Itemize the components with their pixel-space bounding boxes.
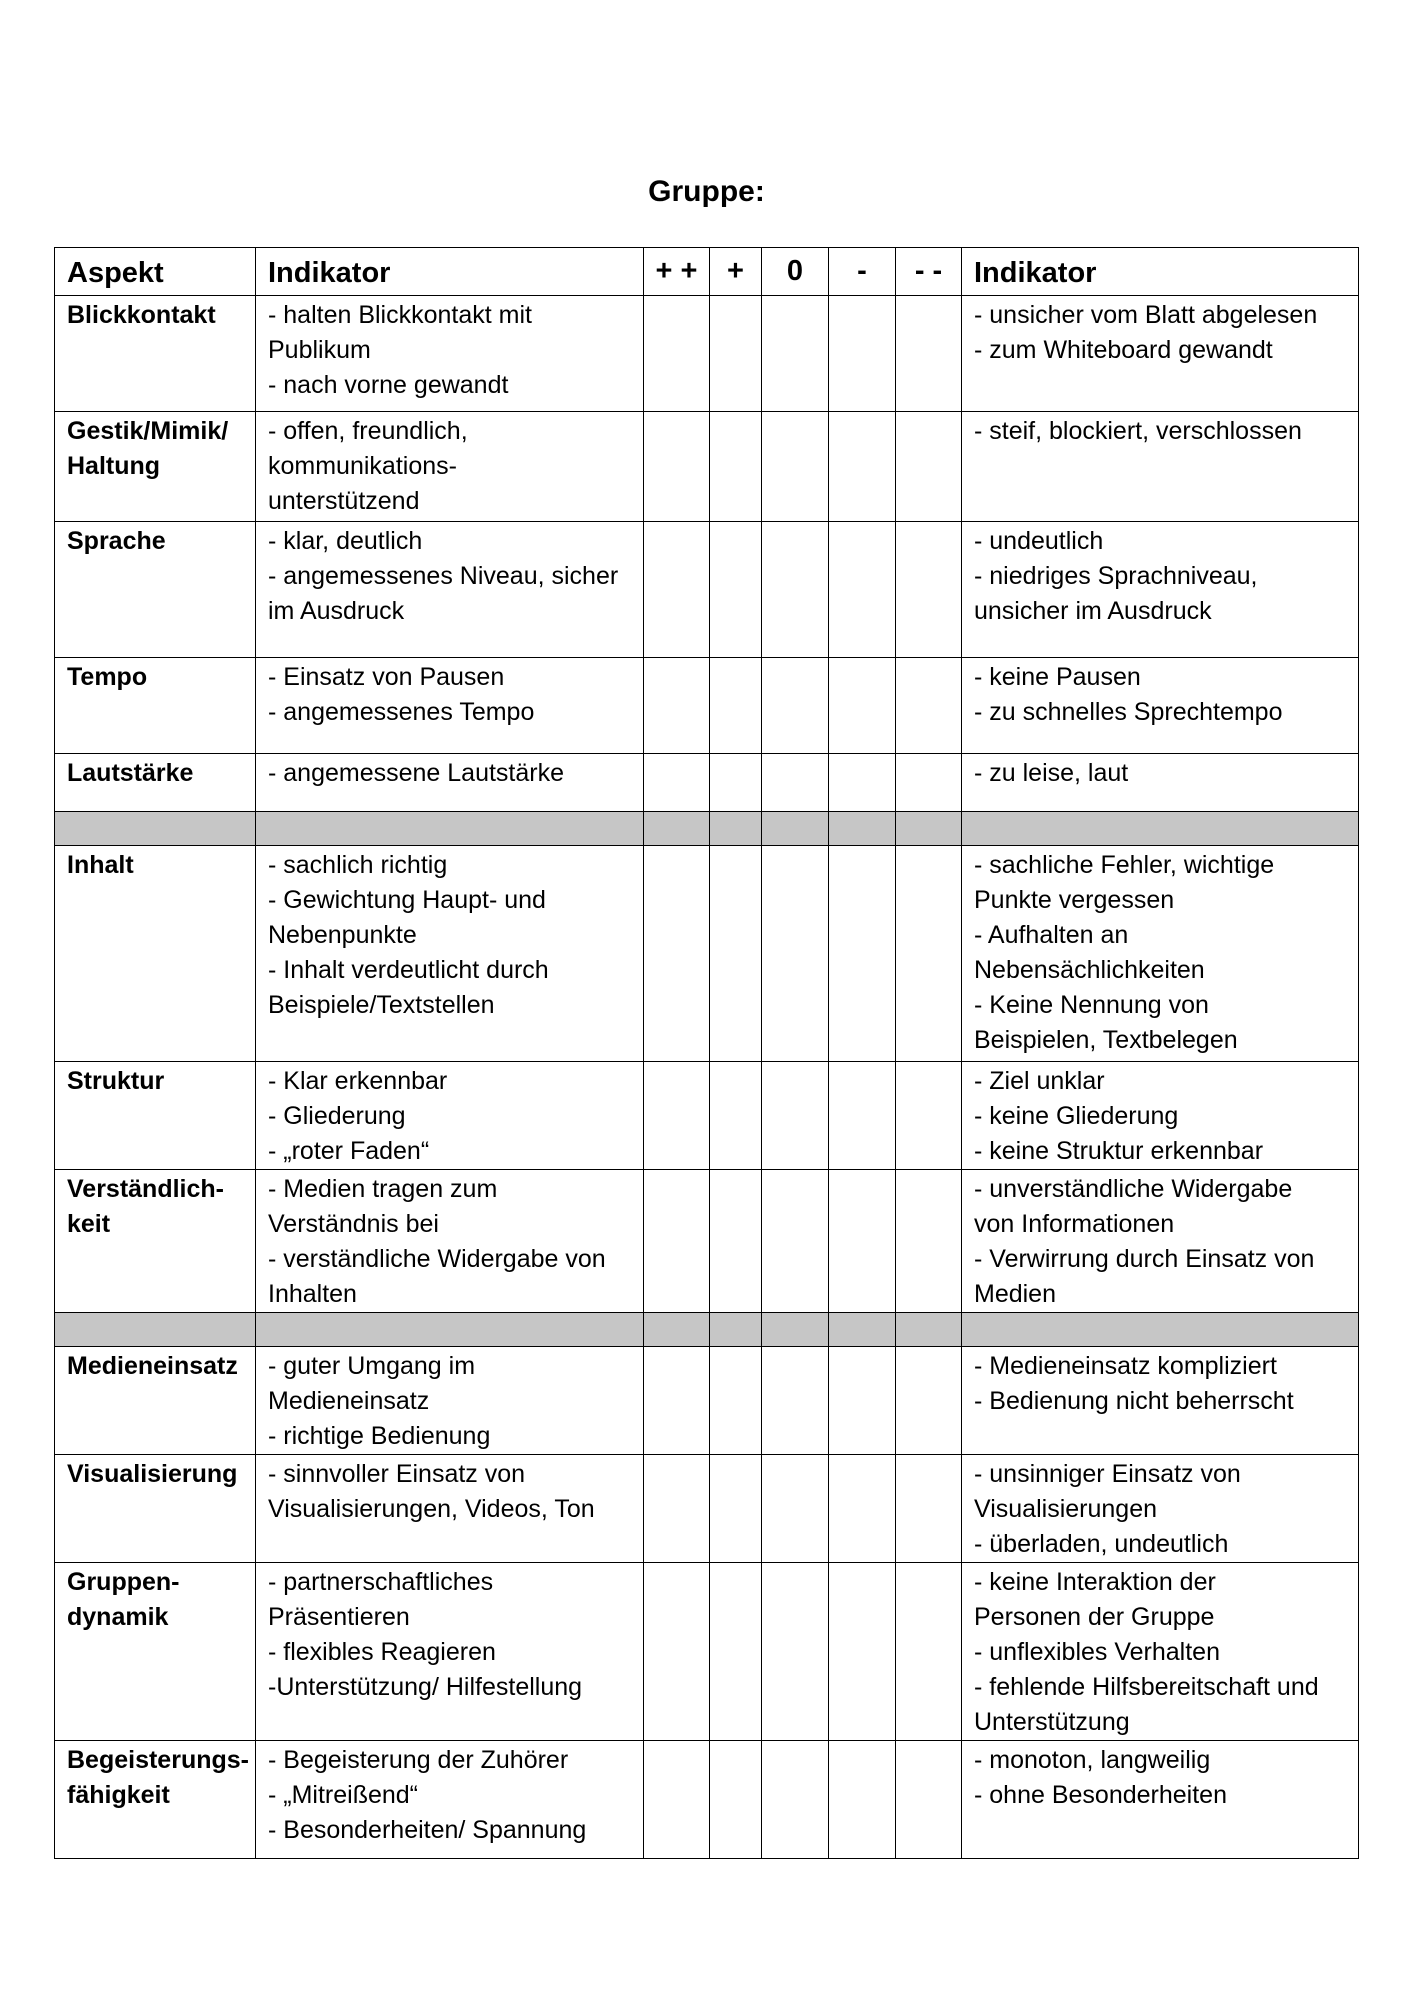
page-title: Gruppe:: [648, 175, 765, 208]
separator-cell: [55, 812, 256, 846]
header-rating-plus: +: [710, 248, 762, 296]
rating-cell-neutral[interactable]: [762, 1170, 829, 1313]
rating-cell-neutral[interactable]: [762, 1062, 829, 1170]
rating-cell-neutral[interactable]: [762, 754, 829, 812]
aspect-cell: Medieneinsatz: [55, 1347, 256, 1455]
rating-cell-minus[interactable]: [829, 754, 896, 812]
separator-cell: [55, 1313, 256, 1347]
rating-cell-neutral[interactable]: [762, 1741, 829, 1859]
rating-cell-plus[interactable]: [710, 1563, 762, 1741]
header-rating-minus: -: [829, 248, 896, 296]
separator-cell: [896, 812, 962, 846]
rating-cell-plus[interactable]: [710, 522, 762, 658]
rating-cell-double-minus[interactable]: [896, 1741, 962, 1859]
rating-cell-plus[interactable]: [710, 296, 762, 412]
indicator-negative-cell: - Ziel unklar - keine Gliederung - keine Struktur erkennbar: [962, 1062, 1359, 1170]
rating-cell-minus[interactable]: [829, 1170, 896, 1313]
separator-cell: [962, 812, 1359, 846]
indicator-negative-cell: - keine Interaktion der Personen der Gruppe - unflexibles Verhalten - fehlende Hilfsbereitschaft und Unterstützung: [962, 1563, 1359, 1741]
separator-cell: [829, 812, 896, 846]
table-row: [55, 1563, 1359, 1741]
header-row: [55, 248, 1359, 296]
rating-cell-double-minus[interactable]: [896, 412, 962, 522]
aspect-cell: Gruppen- dynamik: [55, 1563, 256, 1741]
rating-cell-double-minus[interactable]: [896, 1062, 962, 1170]
rating-cell-double-plus[interactable]: [644, 412, 710, 522]
rating-cell-minus[interactable]: [829, 658, 896, 754]
indicator-positive-cell: - klar, deutlich - angemessenes Niveau, sicher im Ausdruck: [256, 522, 644, 658]
rating-cell-double-minus[interactable]: [896, 1455, 962, 1563]
separator-row: [55, 812, 1359, 846]
indicator-negative-cell: - sachliche Fehler, wichtige Punkte vergessen - Aufhalten an Nebensächlichkeiten - Keine Nennung von Beispielen, Textbelegen: [962, 846, 1359, 1062]
table-row: [55, 296, 1359, 412]
rating-cell-double-plus[interactable]: [644, 846, 710, 1062]
aspect-cell: Verständlich- keit: [55, 1170, 256, 1313]
indicator-positive-cell: - Medien tragen zum Verständnis bei - verständliche Widergabe von Inhalten: [256, 1170, 644, 1313]
header-indicator-positive: Indikator: [256, 248, 644, 296]
rating-cell-double-plus[interactable]: [644, 1455, 710, 1563]
rating-cell-double-plus[interactable]: [644, 296, 710, 412]
table-row: [55, 1455, 1359, 1563]
table-row: [55, 658, 1359, 754]
rating-cell-double-plus[interactable]: [644, 1563, 710, 1741]
indicator-positive-cell: - sinnvoller Einsatz von Visualisierungen, Videos, Ton: [256, 1455, 644, 1563]
separator-cell: [644, 1313, 710, 1347]
rating-cell-minus[interactable]: [829, 1741, 896, 1859]
rating-cell-neutral[interactable]: [762, 296, 829, 412]
separator-cell: [710, 1313, 762, 1347]
indicator-positive-cell: - sachlich richtig - Gewichtung Haupt- und Nebenpunkte - Inhalt verdeutlicht durch Beispiele/Textstellen: [256, 846, 644, 1062]
rating-cell-plus[interactable]: [710, 846, 762, 1062]
table-row: [55, 1170, 1359, 1313]
separator-cell: [962, 1313, 1359, 1347]
rating-cell-neutral[interactable]: [762, 846, 829, 1062]
rating-cell-double-plus[interactable]: [644, 1062, 710, 1170]
rating-cell-neutral[interactable]: [762, 522, 829, 658]
indicator-positive-cell: - Begeisterung der Zuhörer - „Mitreißend“ - Besonderheiten/ Spannung: [256, 1741, 644, 1859]
indicator-negative-cell: - unverständliche Widergabe von Informationen - Verwirrung durch Einsatz von Medien: [962, 1170, 1359, 1313]
rating-cell-plus[interactable]: [710, 754, 762, 812]
rating-cell-double-minus[interactable]: [896, 1347, 962, 1455]
rating-cell-minus[interactable]: [829, 296, 896, 412]
rating-cell-minus[interactable]: [829, 1062, 896, 1170]
indicator-negative-cell: - monoton, langweilig - ohne Besonderheiten: [962, 1741, 1359, 1859]
separator-row: [55, 1313, 1359, 1347]
table-row: [55, 1741, 1359, 1859]
separator-cell: [256, 812, 644, 846]
indicator-positive-cell: - halten Blickkontakt mit Publikum - nach vorne gewandt: [256, 296, 644, 412]
rating-cell-minus[interactable]: [829, 412, 896, 522]
separator-cell: [762, 812, 829, 846]
rating-cell-double-minus[interactable]: [896, 1563, 962, 1741]
indicator-negative-cell: - keine Pausen - zu schnelles Sprechtempo: [962, 658, 1359, 754]
rating-cell-plus[interactable]: [710, 412, 762, 522]
rating-cell-neutral[interactable]: [762, 412, 829, 522]
indicator-negative-cell: - Medieneinsatz kompliziert - Bedienung nicht beherrscht: [962, 1347, 1359, 1455]
rating-cell-double-plus[interactable]: [644, 522, 710, 658]
indicator-positive-cell: - offen, freundlich, kommunikations- unterstützend: [256, 412, 644, 522]
rating-cell-double-plus[interactable]: [644, 754, 710, 812]
rating-cell-double-plus[interactable]: [644, 1741, 710, 1859]
aspect-cell: Sprache: [55, 522, 256, 658]
rating-cell-minus[interactable]: [829, 522, 896, 658]
rating-cell-plus[interactable]: [710, 1170, 762, 1313]
rating-cell-double-plus[interactable]: [644, 1170, 710, 1313]
indicator-positive-cell: - Einsatz von Pausen - angemessenes Tempo: [256, 658, 644, 754]
rating-cell-double-minus[interactable]: [896, 846, 962, 1062]
rating-cell-neutral[interactable]: [762, 1347, 829, 1455]
table-row: [55, 1347, 1359, 1455]
separator-cell: [829, 1313, 896, 1347]
rating-cell-double-plus[interactable]: [644, 658, 710, 754]
rating-cell-neutral[interactable]: [762, 1455, 829, 1563]
aspect-cell: Visualisierung: [55, 1455, 256, 1563]
indicator-positive-cell: - partnerschaftliches Präsentieren - flexibles Reagieren -Unterstützung/ Hilfestellung: [256, 1563, 644, 1741]
indicator-negative-cell: - unsicher vom Blatt abgelesen - zum Whiteboard gewandt: [962, 296, 1359, 412]
rating-cell-neutral[interactable]: [762, 1563, 829, 1741]
table-row: [55, 522, 1359, 658]
indicator-positive-cell: - guter Umgang im Medieneinsatz - richtige Bedienung: [256, 1347, 644, 1455]
header-rating-neutral: 0: [762, 248, 829, 296]
aspect-cell: Inhalt: [55, 846, 256, 1062]
indicator-negative-cell: - zu leise, laut: [962, 754, 1359, 812]
separator-cell: [644, 812, 710, 846]
rating-cell-plus[interactable]: [710, 1347, 762, 1455]
separator-cell: [256, 1313, 644, 1347]
aspect-cell: Lautstärke: [55, 754, 256, 812]
header-aspect: Aspekt: [55, 248, 256, 296]
table-row: [55, 1062, 1359, 1170]
separator-cell: [762, 1313, 829, 1347]
indicator-negative-cell: - undeutlich - niedriges Sprachniveau, unsicher im Ausdruck: [962, 522, 1359, 658]
rating-cell-double-minus[interactable]: [896, 296, 962, 412]
table-row: [55, 754, 1359, 812]
header-indicator-negative: Indikator: [962, 248, 1359, 296]
aspect-cell: Tempo: [55, 658, 256, 754]
rating-cell-minus[interactable]: [829, 1455, 896, 1563]
rating-cell-plus[interactable]: [710, 1455, 762, 1563]
rating-cell-plus[interactable]: [710, 658, 762, 754]
rating-cell-double-minus[interactable]: [896, 1170, 962, 1313]
rating-cell-double-minus[interactable]: [896, 754, 962, 812]
aspect-cell: Blickkontakt: [55, 296, 256, 412]
indicator-negative-cell: - steif, blockiert, verschlossen: [962, 412, 1359, 522]
separator-cell: [896, 1313, 962, 1347]
header-rating-double-minus: - -: [896, 248, 962, 296]
indicator-positive-cell: - Klar erkennbar - Gliederung - „roter Faden“: [256, 1062, 644, 1170]
rating-cell-minus[interactable]: [829, 1347, 896, 1455]
rating-cell-minus[interactable]: [829, 1563, 896, 1741]
evaluation-table: [54, 247, 1359, 1859]
table-row: [55, 412, 1359, 522]
indicator-positive-cell: - angemessene Lautstärke: [256, 754, 644, 812]
rating-cell-plus[interactable]: [710, 1062, 762, 1170]
rating-cell-double-plus[interactable]: [644, 1347, 710, 1455]
aspect-cell: Gestik/Mimik/ Haltung: [55, 412, 256, 522]
rating-cell-plus[interactable]: [710, 1741, 762, 1859]
separator-cell: [710, 812, 762, 846]
aspect-cell: Begeisterungs- fähigkeit: [55, 1741, 256, 1859]
rating-cell-minus[interactable]: [829, 846, 896, 1062]
rating-cell-double-minus[interactable]: [896, 522, 962, 658]
aspect-cell: Struktur: [55, 1062, 256, 1170]
table-row: [55, 846, 1359, 1062]
header-rating-double-plus: + +: [644, 248, 710, 296]
rating-cell-double-minus[interactable]: [896, 658, 962, 754]
rating-cell-neutral[interactable]: [762, 658, 829, 754]
table-body: [55, 296, 1359, 1859]
indicator-negative-cell: - unsinniger Einsatz von Visualisierungen - überladen, undeutlich: [962, 1455, 1359, 1563]
